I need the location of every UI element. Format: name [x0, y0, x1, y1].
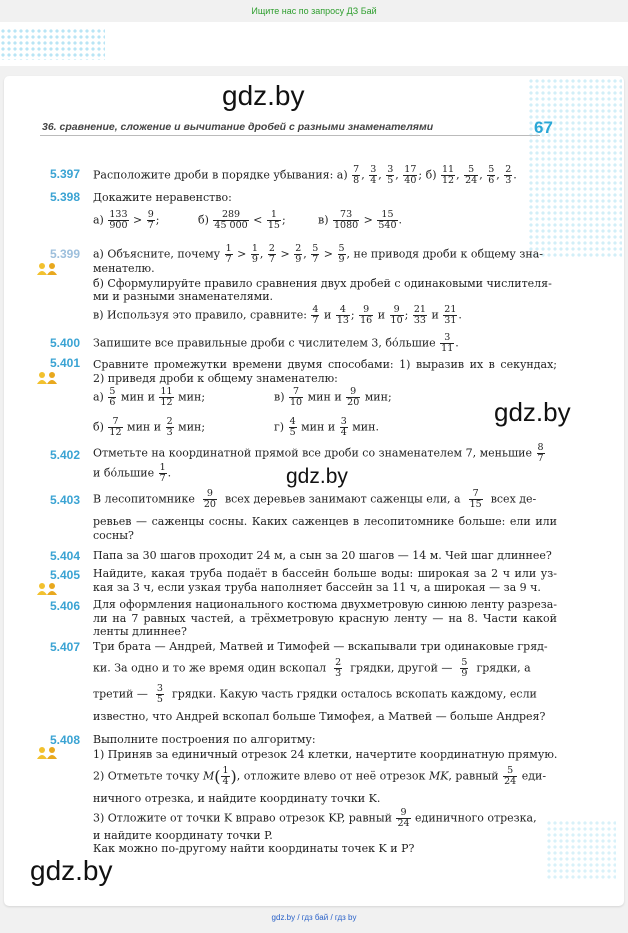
fraction [359, 305, 373, 326]
denominator: 12 [442, 175, 455, 186]
problem-number: 5.400 [50, 336, 81, 350]
problem-number: 5.402 [50, 448, 81, 462]
denominator: 6 [109, 397, 116, 408]
denominator: 10 [289, 397, 303, 408]
problem-part-b: б) Сформулируйте правило сравнения двух дробей с одинаковыми числителя- [93, 277, 552, 290]
problem-part-b: б) $\frac{7}{12}$ мин и $\frac{2}{3}$ мин; [93, 416, 206, 438]
denominator: 31 [444, 315, 457, 326]
fraction [268, 244, 276, 265]
fraction [464, 165, 478, 186]
denominator: 12 [109, 427, 122, 438]
denominator: 16 [360, 315, 373, 326]
denominator: 7 [268, 254, 275, 265]
denominator: 7 [537, 453, 544, 464]
fraction [156, 684, 164, 705]
problem-number: 5.401 [50, 356, 81, 370]
denominator: 4 [370, 175, 377, 186]
numerator: 9 [203, 489, 217, 500]
denominator: 5 [156, 694, 163, 705]
fraction [403, 165, 417, 186]
denominator: 24 [397, 818, 410, 829]
fraction [487, 165, 495, 186]
fraction [203, 489, 217, 510]
denominator: 7 [312, 315, 319, 326]
problem-number: 5.408 [50, 733, 81, 747]
problem-part-c: в) $\frac{73}{1080}$ > $\frac{15}{540}$ . [318, 209, 403, 231]
top-note: Ищите нас по запросу ДЗ Бай [251, 6, 377, 16]
denominator: 12 [160, 397, 173, 408]
problem-text: Сравните промежутки времени двумя способами: 1) выразив их в секундах; 2) приведя дроби к общему знаменателю: [93, 358, 557, 385]
problem-text: и найдите координату точки P. [93, 829, 273, 842]
denominator: 15 [469, 499, 482, 510]
problem-text: Отметьте на координатной прямой все дроби со знаменателем 7, меньшие $\frac{8}{7}$ [93, 442, 544, 464]
numerator: 5 [338, 243, 345, 254]
dots-decoration [528, 78, 622, 258]
problem-text: и бо́льшие $\frac{1}{7}$ . [93, 462, 172, 484]
denominator: 5 [289, 427, 296, 438]
denominator: 9 [338, 254, 345, 265]
problem-step-2: 2) Отметьте точку M( $\frac{1}{4}$ ), отложите влево от неё отрезок MK, равный $\frac{5}{24}$ еди- [93, 765, 547, 787]
denominator: 24 [465, 175, 478, 186]
numerator: 3 [156, 683, 163, 694]
numerator: 1 [225, 243, 232, 254]
denominator: 7 [312, 254, 319, 265]
problem-text: менателю. [93, 262, 155, 275]
denominator: 3 [505, 175, 512, 186]
numerator: 8 [537, 442, 544, 453]
denominator: 10 [390, 315, 403, 326]
numerator: 7 [108, 417, 122, 428]
fraction [390, 305, 404, 326]
group-work-icon [36, 582, 62, 595]
denominator: 7 [225, 254, 232, 265]
fraction [537, 443, 545, 464]
denominator: 13 [336, 315, 349, 326]
numerator: 1 [222, 765, 229, 776]
denominator: 7 [159, 473, 166, 484]
problem-text: известно, что Андрей вскопал больше Тимофея, а Матвей — больше Андрея? [93, 710, 546, 723]
numerator: 15 [377, 210, 397, 221]
fraction [377, 210, 397, 231]
fraction [340, 417, 348, 438]
numerator: 4 [336, 305, 350, 316]
numerator: 2 [166, 416, 173, 427]
numerator: 21 [413, 304, 426, 315]
numerator: 1 [267, 210, 281, 221]
fraction [311, 244, 319, 265]
problem-text: ревьев — саженцы сосны. Каких саженцев в лесопитомнике больше: ели или сосны? [93, 515, 557, 542]
numerator: 9 [147, 209, 154, 220]
problem-text: ничного отрезка, и найдите координату точки K. [93, 792, 381, 805]
problem-text: Докажите неравенство: [93, 191, 232, 204]
denominator: 1080 [333, 220, 359, 231]
watermark: gdz.by [30, 855, 113, 886]
problem-number: 5.404 [50, 549, 81, 563]
numerator: 5 [461, 657, 468, 668]
fraction [159, 387, 173, 408]
watermark: gdz.by [286, 465, 348, 488]
fraction [460, 658, 468, 679]
denominator: 4 [340, 427, 347, 438]
numerator: 5 [312, 243, 319, 254]
numerator: 2 [268, 243, 275, 254]
numerator: 11 [160, 386, 173, 397]
denominator: 9 [461, 668, 468, 679]
numerator: 3 [370, 164, 377, 175]
problem-number: 5.398 [50, 190, 81, 204]
numerator: 3 [387, 164, 394, 175]
numerator: 5 [464, 165, 478, 176]
numerator: 9 [390, 305, 404, 316]
fraction [294, 244, 302, 265]
fraction [108, 210, 128, 231]
fraction [469, 489, 483, 510]
fraction [221, 766, 229, 787]
fraction [147, 210, 155, 231]
group-work-icon [36, 262, 62, 275]
numerator: 133 [109, 209, 128, 220]
fraction [213, 210, 248, 231]
fraction [503, 766, 517, 787]
page-number: 67 [534, 118, 553, 137]
denominator: 5 [387, 175, 394, 186]
denominator: 4 [222, 776, 229, 787]
problem-number: 5.406 [50, 599, 81, 613]
fraction [251, 244, 259, 265]
problem-text: ки. За одно и то же время один вскопал $\frac{2}{3}$ грядки, другой — $\frac{5}{9}$ грядки, а [93, 657, 531, 679]
numerator: 9 [346, 387, 360, 398]
fraction [311, 305, 319, 326]
numerator: 21 [444, 304, 457, 315]
problem-part-a: а) Объясните, почему $\frac{1}{7}$ > $\frac{1}{9}$ , $\frac{2}{7}$ > $\frac{2}{9}$ , $\frac{5}{7}$ > $\frac{5}{9}$ , не приводя дроби к общему зна- [93, 243, 543, 265]
fraction [413, 305, 427, 326]
fraction [166, 417, 174, 438]
header-divider [40, 135, 540, 136]
problem-text: Найдите, какая труба подаёт в бассейн больше воды: широкая за 2 ч или уз- кая за 3 ч, если узкая труба наполняет бассейн за 11 ч, а широкая — за 9 ч. [93, 567, 557, 594]
problem-step-3: 3) Отложите от точки K вправо отрезок KP, равный $\frac{9}{24}$ единичного отрезка, [93, 807, 537, 829]
fraction [108, 417, 122, 438]
denominator: 15 [267, 220, 280, 231]
denominator: 33 [413, 315, 426, 326]
problem-text: Расположите дроби в порядке убывания: а) $\frac{7}{8}$ , $\frac{3}{4}$ , $\frac{3}{5}$ , $\frac{17}{40}$ ; б) $\frac{11}{12}$ , $\frac{5}{24}$ , $\frac{5}{6}$ , $\frac{2}{3}$ . [93, 164, 517, 186]
fraction [267, 210, 281, 231]
problem-text: Папа за 30 шагов проходит 24 м, а сын за 20 шагов — 14 м. Чей шаг длиннее? [93, 549, 552, 562]
numerator: 7 [353, 164, 360, 175]
group-work-icon [36, 371, 62, 384]
problem-text: ми и разными знаменателями. [93, 290, 274, 303]
section-header: 36. сравнение, сложение и вычитание дробей с разными знаменателями [42, 121, 434, 133]
problem-text: Выполните построения по алгоритму: [93, 733, 316, 746]
fraction [443, 305, 457, 326]
problem-part-a: а) $\frac{133}{900}$ > $\frac{9}{7}$ ; [93, 209, 160, 231]
numerator: 4 [312, 304, 319, 315]
numerator: 2 [295, 243, 302, 254]
fraction [346, 387, 360, 408]
numerator: 11 [442, 164, 455, 175]
problem-part-a: а) $\frac{5}{6}$ мин и $\frac{11}{12}$ мин; [93, 386, 206, 408]
fraction [289, 417, 297, 438]
watermark: gdz.by [222, 80, 305, 111]
numerator: 2 [335, 657, 342, 668]
problem-number: 5.399 [50, 247, 81, 261]
problem-step-1: 1) Приняв за единичный отрезок 24 клетки, начертите координатную прямую. [93, 748, 558, 761]
denominator: 900 [109, 220, 128, 231]
denominator: 9 [251, 254, 258, 265]
fraction [338, 244, 346, 265]
denominator: 7 [147, 220, 154, 231]
numerator: 7 [469, 489, 483, 500]
numerator: 3 [440, 333, 454, 344]
numerator: 73 [333, 210, 359, 221]
numerator: 2 [505, 164, 512, 175]
denominator: 20 [347, 397, 360, 408]
dots-decoration [546, 820, 616, 880]
problem-number: 5.397 [50, 167, 81, 181]
watermark: gdz.by [494, 397, 571, 427]
fraction [334, 658, 342, 679]
numerator: 17 [404, 164, 417, 175]
fraction [441, 165, 455, 186]
group-work-icon [36, 746, 62, 759]
problem-text: Три брата — Андрей, Матвей и Тимофей — вскапывали три одинаковые гряд- [93, 640, 548, 653]
numerator: 5 [503, 766, 517, 777]
problem-question: Как можно по-другому найти координаты точек K и P? [93, 842, 415, 855]
problem-text: В лесопитомнике $\frac{9}{20}$ всех деревьев занимают саженцы ели, а $\frac{7}{15}$ всех де- [93, 488, 537, 510]
fraction [396, 808, 410, 829]
numerator: 9 [359, 305, 373, 316]
numerator: 1 [159, 462, 166, 473]
fraction [336, 305, 350, 326]
fraction [225, 244, 233, 265]
fraction [440, 333, 454, 354]
fraction [369, 165, 377, 186]
denominator: 20 [203, 499, 216, 510]
numerator: 3 [340, 416, 347, 427]
problem-text: Запишите все правильные дроби с числителем 3, бо́льшие $\frac{3}{11}$ . [93, 332, 459, 354]
numerator: 5 [488, 164, 495, 175]
problem-text: Для оформления национального костюма двухметровую синюю ленту разреза- ли на 7 равных частей, а трёхметровую красную ленту — на 8. Части какой ленты длиннее? [93, 598, 557, 638]
problem-part-d: г) $\frac{4}{5}$ мин и $\frac{3}{4}$ мин. [274, 416, 379, 438]
numerator: 5 [109, 386, 116, 397]
denominator: 3 [166, 427, 173, 438]
denominator: 40 [404, 175, 417, 186]
numerator: 1 [251, 243, 258, 254]
fraction [289, 387, 303, 408]
denominator: 45 000 [214, 220, 248, 231]
numerator: 7 [289, 387, 303, 398]
numerator: 9 [396, 808, 410, 819]
fraction [108, 387, 116, 408]
denominator: 8 [353, 175, 360, 186]
problem-part-c: в) $\frac{7}{10}$ мин и $\frac{9}{20}$ мин; [274, 386, 392, 408]
problem-part-b: б) $\frac{289}{45 000}$ < $\frac{1}{15}$ ; [198, 209, 286, 231]
denominator: 9 [295, 254, 302, 265]
problem-number: 5.407 [50, 640, 81, 654]
denominator: 11 [441, 343, 454, 354]
denominator: 6 [488, 175, 495, 186]
fraction [352, 165, 360, 186]
footer-links[interactable]: gdz.by / гдз бай / гдз by [271, 913, 357, 922]
fraction [333, 210, 359, 231]
numerator: 4 [289, 416, 296, 427]
problem-part-c: в) Используя это правило, сравните: $\frac{4}{7}$ и $\frac{4}{13}$ ; $\frac{9}{16}$ и $\frac{9}{10}$ ; $\frac{21}{33}$ и $\frac{21}{31}$ . [93, 304, 462, 326]
denominator: 540 [378, 220, 397, 231]
fraction [504, 165, 512, 186]
fraction [386, 165, 394, 186]
denominator: 3 [335, 668, 342, 679]
problem-text: третий — $\frac{3}{5}$ грядки. Какую часть грядки осталось вскопать каждому, если [93, 683, 537, 705]
problem-number: 5.405 [50, 568, 81, 582]
numerator: 289 [213, 210, 248, 221]
problem-number: 5.403 [50, 493, 81, 507]
dots-decoration [0, 28, 105, 60]
fraction [159, 463, 167, 484]
denominator: 24 [504, 776, 517, 787]
